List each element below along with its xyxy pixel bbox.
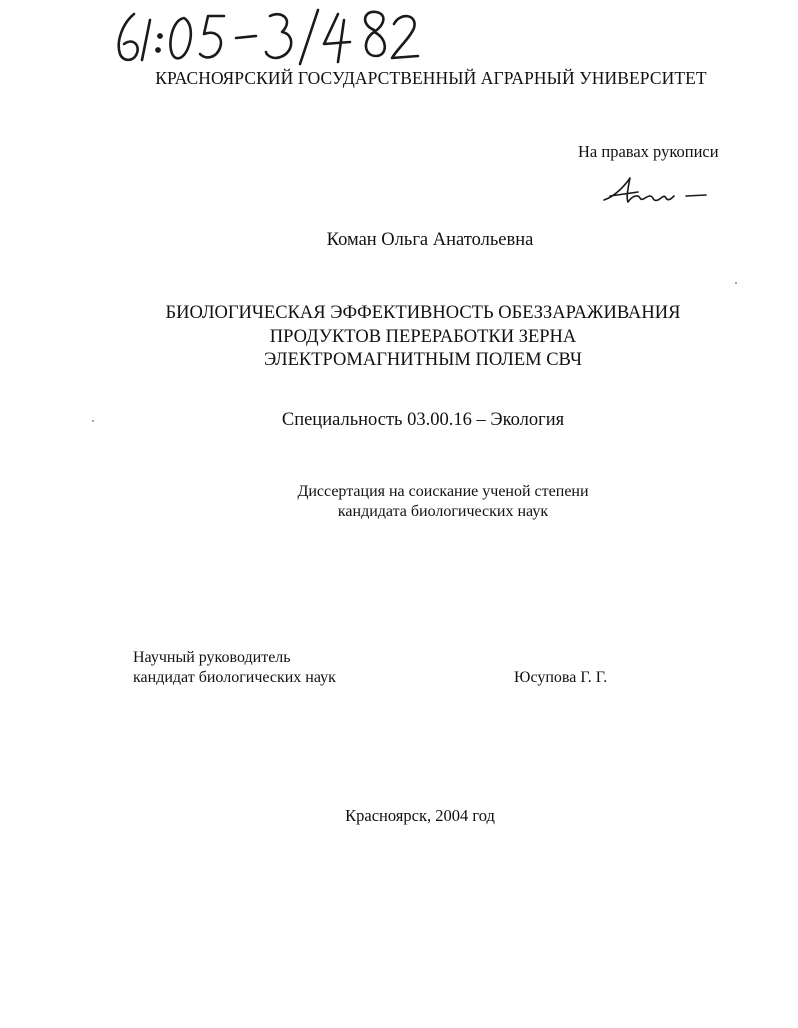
- scan-speck: [92, 420, 94, 422]
- degree-statement: [0, 482, 798, 522]
- dissertation-title: [0, 302, 798, 373]
- specialty: Специальность 03.00.16 – Экология: [281, 410, 565, 430]
- title-line: ПРОДУКТОВ ПЕРЕРАБОТКИ ЗЕРНА: [269, 326, 577, 347]
- city-and-year: Красноярск, 2004 год: [345, 806, 495, 825]
- supervisor-title: [133, 648, 336, 688]
- supervisor-line: Научный руководитель: [133, 649, 291, 666]
- handwritten-number-drawing: [112, 6, 422, 68]
- supervisor-name: Юсупова Г. Г.: [514, 669, 608, 686]
- author-name: Коман Ольга Анатольевна: [326, 230, 534, 250]
- scan-speck: [735, 282, 737, 284]
- author-signature: [600, 174, 712, 210]
- title-line: ЭЛЕКТРОМАГНИТНЫМ ПОЛЕМ СВЧ: [263, 350, 582, 370]
- manuscript-rights-note: На правах рукописи: [578, 142, 719, 161]
- degree-line: Диссертация на соискание ученой степени: [297, 483, 589, 500]
- university-name: КРАСНОЯРСКИЙ ГОСУДАРСТВЕННЫЙ АГРАРНЫЙ УНИВЕРСИТЕТ: [155, 68, 707, 88]
- supervisor-line: кандидат биологических наук: [133, 669, 336, 686]
- handwritten-catalog-number: [112, 6, 422, 68]
- degree-line: кандидата биологических наук: [337, 503, 549, 520]
- signature-drawing: [600, 174, 712, 210]
- title-line: БИОЛОГИЧЕСКАЯ ЭФФЕКТИВНОСТЬ ОБЕЗЗАРАЖИВАНИЯ: [165, 303, 681, 323]
